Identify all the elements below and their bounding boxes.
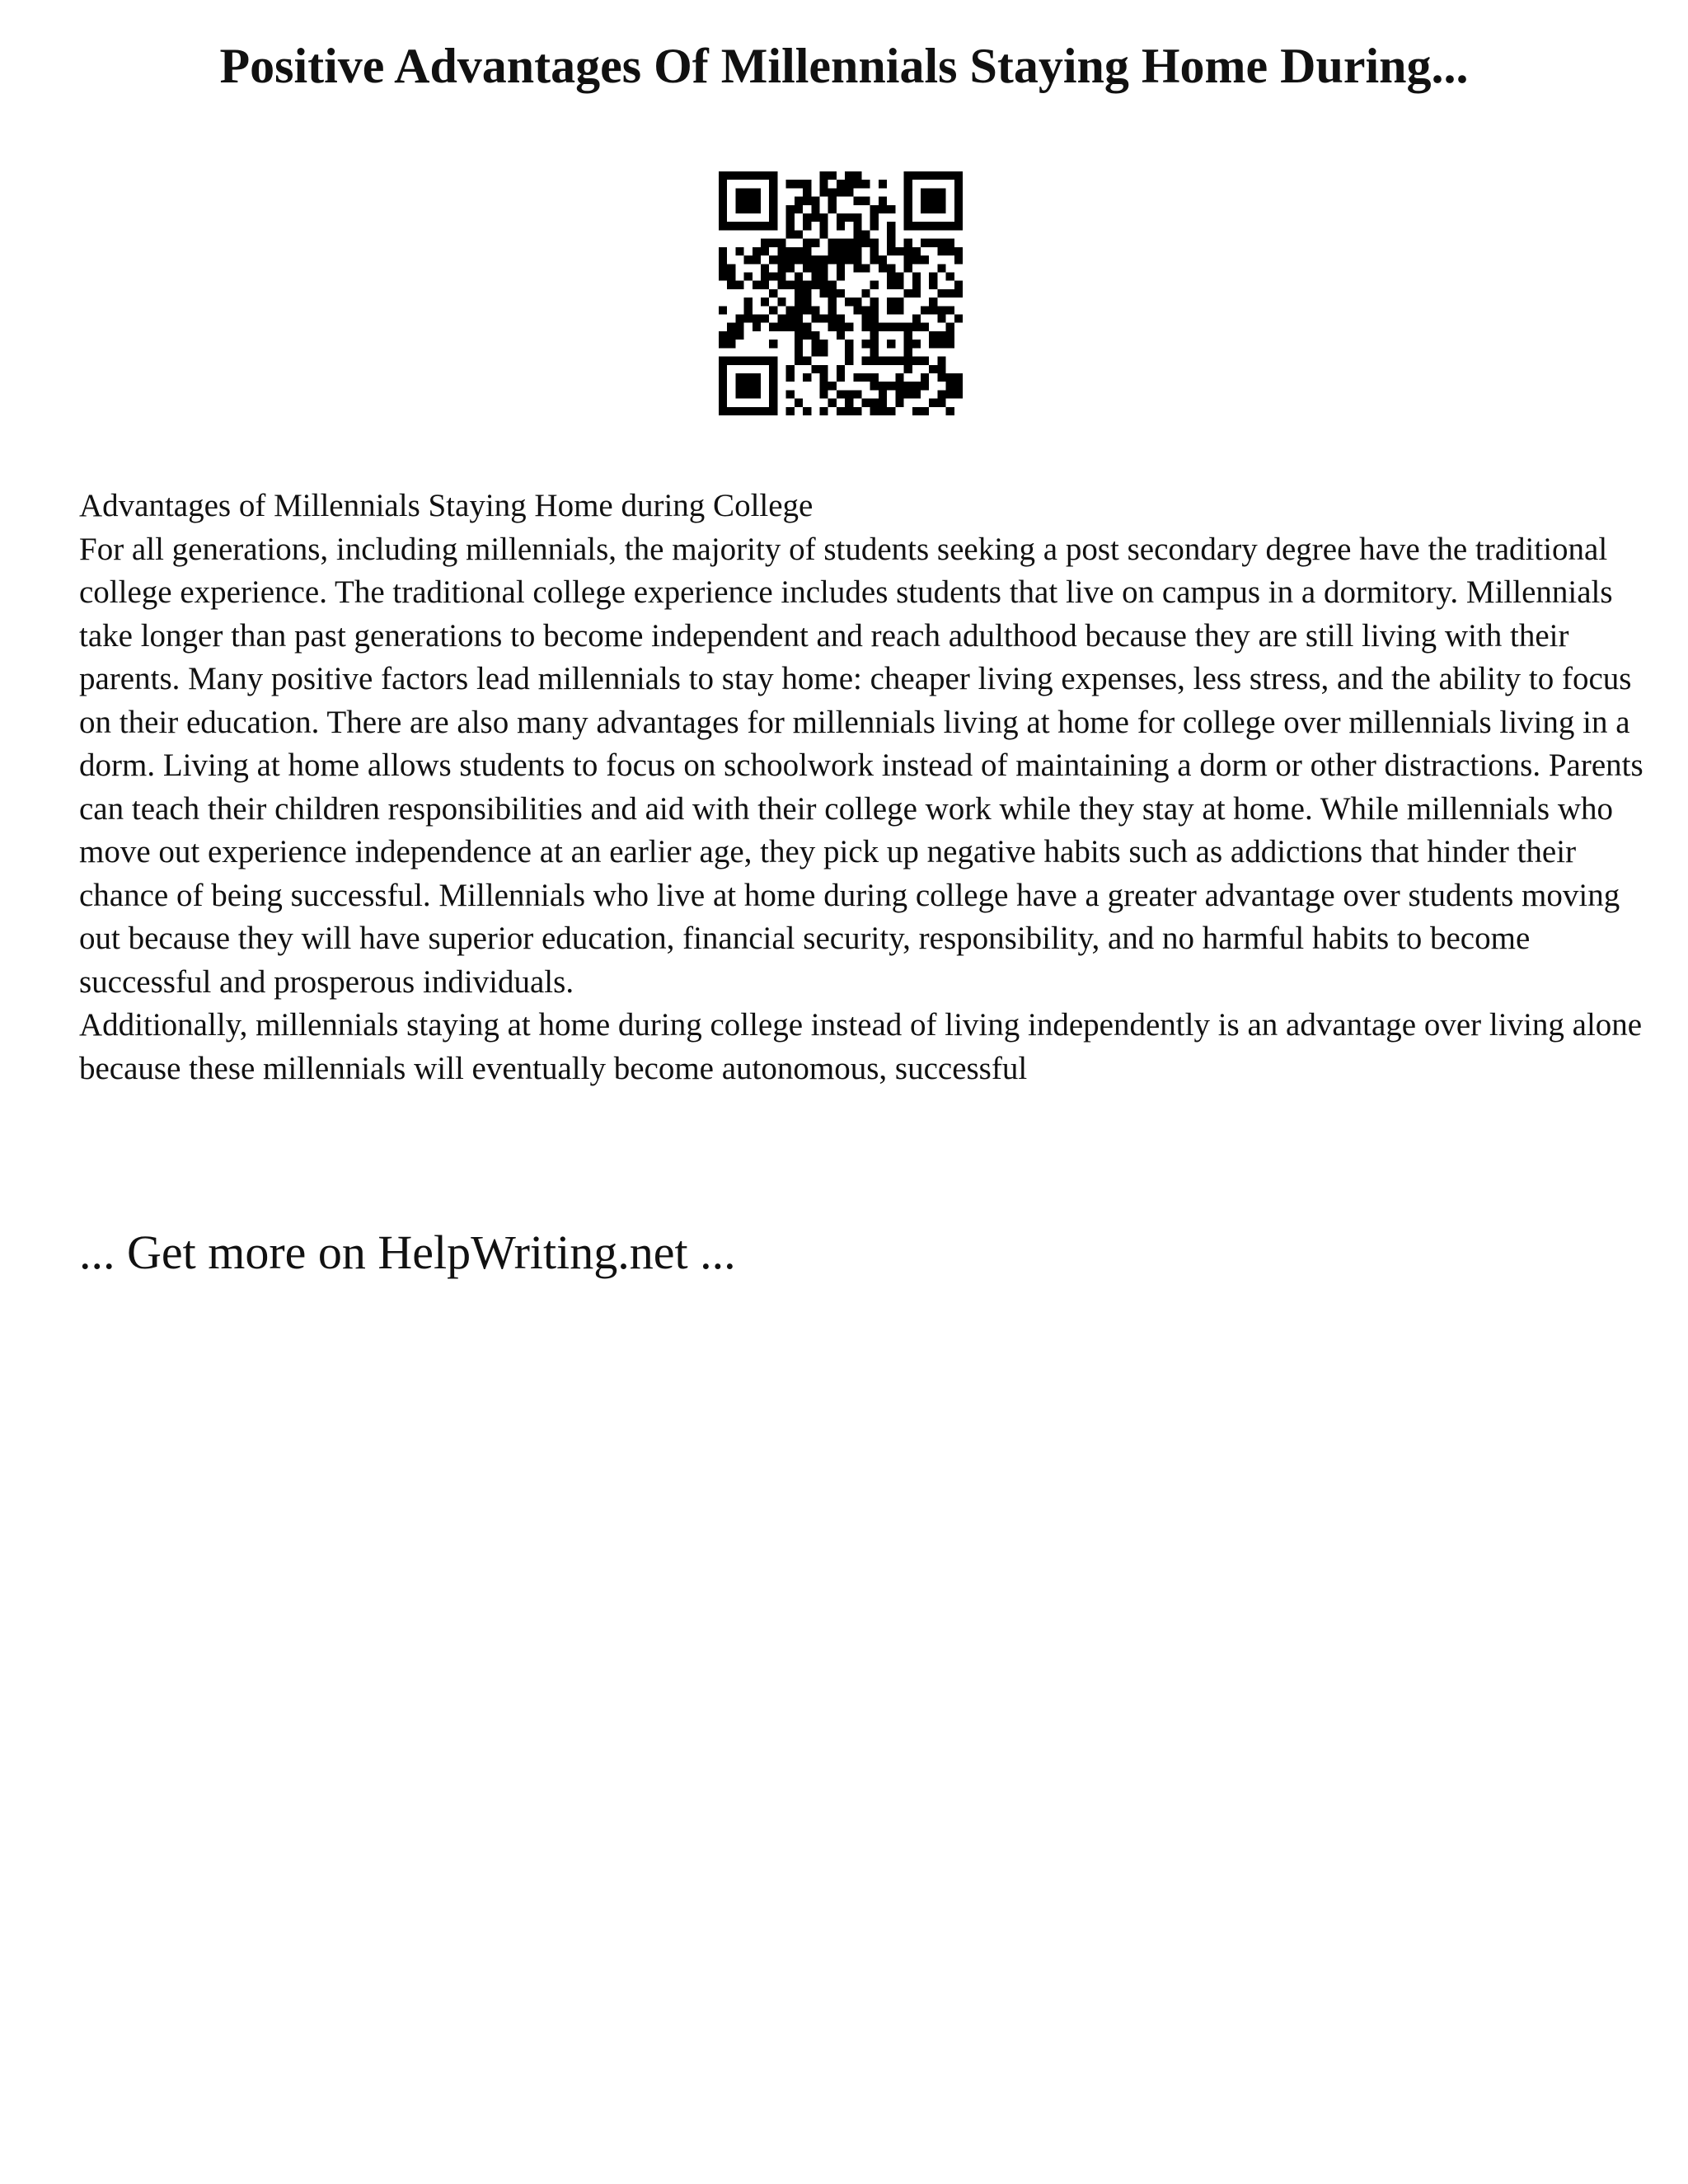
article-heading: Advantages of Millennials Staying Home during College xyxy=(79,488,814,523)
document-title: Positive Advantages Of Millennials Staying Home During... xyxy=(219,39,1469,93)
article-paragraph-2: Additionally, millennials staying at home during college instead of living independently is an advantage over living alone because these millennials will eventually become autonomous, successful xyxy=(79,1007,1643,1086)
qr-code-icon xyxy=(719,171,963,415)
get-more-link[interactable]: ... Get more on HelpWriting.net ... xyxy=(79,1226,736,1279)
article-paragraph-1: For all generations, including millennials, the majority of students seeking a post secondary degree have the traditional college experience. The traditional college experience includes students that live on campus in a dormitory. Millennials take longer than past generations to become independent and reach adulthood because they are still living with their parents. Many positive factors lead millennials to stay home: cheaper living expenses, less stress, and the ability to focus on their education. There are also many advantages for millennials living at home for college over millennials living in a dorm. Living at home allows students to focus on schoolwork instead of maintaining a dorm or other distractions. Parents can teach their children responsibilities and aid with their college work while they stay at home. While millennials who move out experience independence at an earlier age, they pick up negative habits such as addictions that hinder their chance of being successful. Millennials who live at home during college have a greater advantage over students moving out because they will have superior education, financial security, responsibility, and no harmful habits to become successful and prosperous individuals. xyxy=(79,531,1643,1000)
article-body xyxy=(79,485,1645,1090)
